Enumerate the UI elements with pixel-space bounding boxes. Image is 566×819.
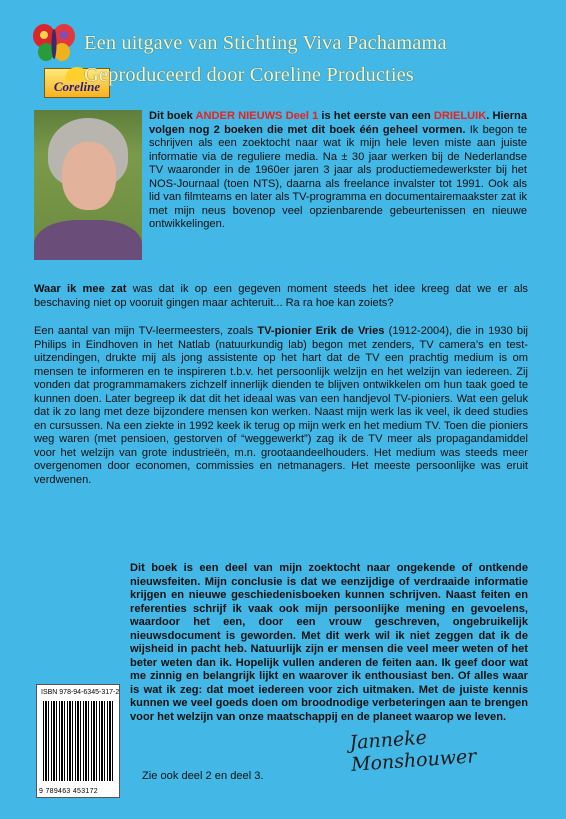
author-signature: Janneke Monshouwer — [348, 726, 478, 776]
isbn-number: ISBN 978-94-6345-317-2 — [41, 689, 120, 696]
butterfly-logo-icon — [32, 22, 76, 62]
coreline-logo-text: Coreline — [53, 79, 101, 94]
intro-text-6: Ik begon te schrijven als een zoektocht naar wat ik mijn hele leven miste aan juiste informatie via de reguliere media. Na ± 30 jaar werken bij de Nederlandse TV waaronder in de 1960er jaren 3 jaar als productiemedewerkster bij het NOS-Journaal (toen NTS), daarna als freelance invalster tot 1991. Ook als lid van filmteams en later als TV-programma en documentairemaakster zat ik met mijn neus bovenop veel opzienbarende gebeurtenissen en nieuwe ontwikkelingen. — [149, 123, 528, 230]
paragraph-3-text-1: Een aantal van mijn TV-leermeesters, zoals — [34, 325, 258, 337]
publisher-line: Een uitgave van Stichting Viva Pachamama — [84, 32, 447, 54]
intro-paragraph — [149, 110, 527, 232]
isbn-barcode — [36, 684, 120, 798]
intro-text-3: is het eerste van een — [318, 110, 434, 122]
producer-line: Geproduceerd door Coreline Producties — [84, 64, 414, 86]
intro-text-5: . Hierna volgen nog 2 boeken die met dit boek één geheel vormen. — [149, 110, 527, 136]
header — [0, 0, 566, 105]
paragraph-2-lead: Waar ik mee zat — [34, 283, 127, 295]
tv-pioneer-name: TV-pionier Erik de Vries — [257, 325, 385, 337]
barcode-digits: 9 789463 453172 — [39, 788, 98, 795]
drieluik-label: DRIELUIK — [433, 110, 487, 122]
paragraph-4-content: Dit boek is een deel van mijn zoektocht naar ongekende of ontkende nieuwsfeiten. Mijn conclusie is dat we eenzijdige of verdraaide informatie krijgen en nieuwe geschiedenisboeken kunnen schrijven. Naast feiten en referenties schrijf ik vaak ook mijn persoonlijke mening en gevoelens, waardoor het een, door een vrouw geschreven, ongebruikelijk nieuwsdocument is geworden. Met dit werk wil ik niet zeggen dat ik de wijsheid in pacht heb. Natuurlijk zijn er mensen die veel meer weten of het beter weten dan ik. Hopelijk vullen anderen de feiten aan. Ik geef door wat me zinnig en belangrijk lijkt en waarover ik enthousiast ben. Of alles waar is wat ik zeg: dat moet iedereen voor zich uitmaken. Met de juiste kennis kunnen we veel goeds doen om broodnodige verbeteringen aan te brengen voor het welzijn van onze maatschappij en de planeet waarop we leven. — [130, 562, 528, 723]
author-photo — [34, 110, 142, 260]
barcode-bars — [43, 701, 113, 781]
paragraph-2 — [34, 283, 528, 310]
see-also-text: Zie ook deel 2 en deel 3. — [142, 770, 264, 782]
intro-text-1: Dit boek — [149, 110, 196, 122]
paragraph-2-text: was dat ik op een gegeven moment steeds het idee kreeg dat we er als beschaving niet op vooruit gingen maar achteruit... Ra ra hoe kan zoiets? — [34, 283, 528, 309]
book-title: ANDER NIEUWS Deel 1 — [195, 110, 319, 122]
paragraph-3 — [34, 325, 528, 487]
paragraph-3-text-3: (1912-2004), die in 1930 bij Philips in Eindhoven in het Natlab (natuurkundig lab) begon met zenders, TV camera’s en test-uitzendingen, drukte mij als jong assistente op het hart dat de TV een prachtig medium is om mensen te informeren en te inspireren t.b.v. het persoonlijk welzijn en het welzijn van iedereen. Zij vonden dat programmamakers zichzelf innerlijk dienden te blijven ontwikkelen om hun taak goed te kunnen doen. Later begreep ik dat dit het ideaal was van een handjevol TV-pioniers. Wat een geluk dat ik zo lang met deze bijzondere mensen kon werken. Naast mijn werk las ik veel, ik deed studies en cursussen. Na een ziekte in 1992 keek ik terug op mijn werk en het medium TV. Toen die pioniers weg waren (met pensioen, gestorven of “weggewerkt”) zag ik de TV meer als propagandamiddel voor het welzijn van grote industrieën, m.n. grootaandeelhouders. Het medium was steeds meer overgenomen door economen, commissies en netmanagers. Het meeste persoonlijke was eruit verdwenen. — [34, 325, 529, 486]
